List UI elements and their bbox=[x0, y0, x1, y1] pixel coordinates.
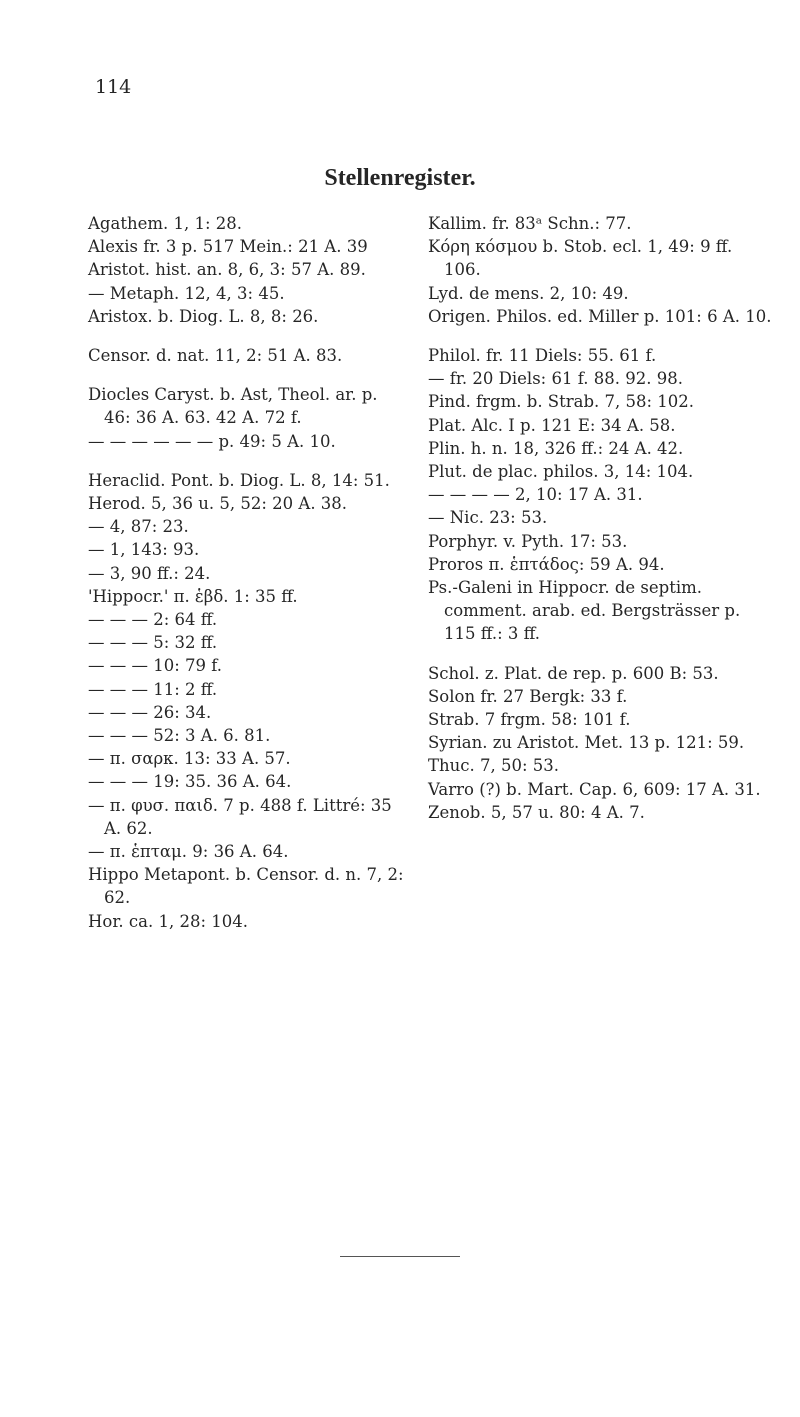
index-entry: Plat. Alc. I p. 121 E: 34 A. 58. bbox=[428, 415, 676, 435]
index-entry: Proros π. ἑπτάδος: 59 A. 94. bbox=[428, 554, 665, 574]
section-gap bbox=[88, 367, 408, 383]
index-entry: Varro (?) b. Mart. Cap. 6, 609: 17 A. 31. bbox=[428, 779, 761, 799]
index-entry: Ps.-Galeni in Hippocr. de septim. comment. arab. ed. Bergsträsser p. 115 ff.: 3 ff. bbox=[428, 578, 741, 644]
index-entry: — — — 5: 32 ff. bbox=[88, 633, 218, 653]
page-title: Stellenregister. bbox=[324, 165, 476, 191]
index-entry: — fr. 20 Diels: 61 f. 88. 92. 98. bbox=[428, 369, 683, 389]
index-entry: Diocles Caryst. b. Ast, Theol. ar. p. 46: 36 A. 63. 42 A. 72 f. bbox=[88, 385, 378, 428]
index-entry: Censor. d. nat. 11, 2: 51 A. 83. bbox=[88, 346, 343, 366]
index-entry: — — — 10: 79 f. bbox=[88, 656, 223, 676]
index-entry: — 1, 143: 93. bbox=[88, 540, 200, 560]
index-entry: Herod. 5, 36 u. 5, 52: 20 A. 38. bbox=[88, 494, 348, 514]
index-entry: Kallim. fr. 83ᵃ Schn.: 77. bbox=[428, 214, 632, 233]
index-entry: Alexis fr. 3 p. 517 Mein.: 21 A. 39 bbox=[88, 237, 368, 257]
index-entry: Heraclid. Pont. b. Diog. L. 8, 14: 51. bbox=[88, 470, 390, 490]
index-entry: — — — 52: 3 A. 6. 81. bbox=[88, 726, 271, 746]
index-entry: Plin. h. n. 18, 326 ff.: 24 A. 42. bbox=[428, 438, 684, 458]
index-entry: Philol. fr. 11 Diels: 55. 61 f. bbox=[428, 346, 657, 366]
index-entry: — — — 26: 34. bbox=[88, 702, 212, 722]
section-gap bbox=[88, 453, 408, 469]
index-entry: Hor. ca. 1, 28: 104. bbox=[88, 911, 248, 931]
index-entry: Pind. frgm. b. Strab. 7, 58: 102. bbox=[428, 392, 695, 412]
index-entry: Schol. z. Plat. de rep. p. 600 B: 53. bbox=[428, 663, 719, 683]
section-gap bbox=[428, 646, 773, 662]
section-gap bbox=[88, 328, 408, 344]
index-entry: Origen. Philos. ed. Miller p. 101: 6 A. 10. bbox=[428, 306, 772, 326]
index-entry: — Metaph. 12, 4, 3: 45. bbox=[88, 283, 285, 303]
index-entry: — — — 2: 64 ff. bbox=[88, 610, 218, 630]
index-entry: — π. ἑπταμ. 9: 36 A. 64. bbox=[88, 842, 289, 862]
index-entry: 'Hippocr.' π. ἑβδ. 1: 35 ff. bbox=[88, 586, 298, 606]
index-entry: — 4, 87: 23. bbox=[88, 517, 189, 537]
index-entry: Zenob. 5, 57 u. 80: 4 A. 7. bbox=[428, 802, 645, 822]
index-entry: Hippo Metapont. b. Censor. d. n. 7, 2: 62. bbox=[88, 865, 404, 908]
footer-rule bbox=[340, 1256, 460, 1257]
index-entry: — — — 11: 2 ff. bbox=[88, 679, 218, 699]
page-number: 114 bbox=[95, 76, 132, 98]
index-entry: Strab. 7 frgm. 58: 101 f. bbox=[428, 710, 631, 730]
index-entry: Syrian. zu Aristot. Met. 13 p. 121: 59. bbox=[428, 733, 745, 753]
index-entry: — — — 19: 35. 36 A. 64. bbox=[88, 772, 292, 792]
index-entry: Lyd. de mens. 2, 10: 49. bbox=[428, 283, 629, 303]
index-entry: Thuc. 7, 50: 53. bbox=[428, 756, 560, 776]
index-entry: Aristot. hist. an. 8, 6, 3: 57 A. 89. bbox=[88, 260, 366, 280]
index-entry: — Nic. 23: 53. bbox=[428, 508, 548, 528]
index-entry: Porphyr. v. Pyth. 17: 53. bbox=[428, 531, 628, 551]
index-entry: Plut. de plac. philos. 3, 14: 104. bbox=[428, 462, 694, 482]
index-entry: — π. σαρκ. 13: 33 A. 57. bbox=[88, 749, 291, 769]
index-entry: — 3, 90 ff.: 24. bbox=[88, 563, 211, 583]
index-entry: Solon fr. 27 Bergk: 33 f. bbox=[428, 686, 628, 706]
index-entry: — π. φυσ. παιδ. 7 p. 488 f. Littré: 35 A. 62. bbox=[88, 795, 392, 838]
index-entry: Agathem. 1, 1: 28. bbox=[88, 214, 243, 233]
index-column-right bbox=[428, 212, 773, 824]
index-entry: — — — — 2, 10: 17 A. 31. bbox=[428, 485, 643, 505]
section-gap bbox=[428, 328, 773, 344]
index-entry: Aristox. b. Diog. L. 8, 8: 26. bbox=[88, 306, 319, 326]
index-entry: Κόρη κόσμου b. Stob. ecl. 1, 49: 9 ff. 106. bbox=[428, 237, 733, 280]
index-entry: — — — — — — p. 49: 5 A. 10. bbox=[88, 431, 336, 451]
index-column-left bbox=[88, 212, 408, 933]
